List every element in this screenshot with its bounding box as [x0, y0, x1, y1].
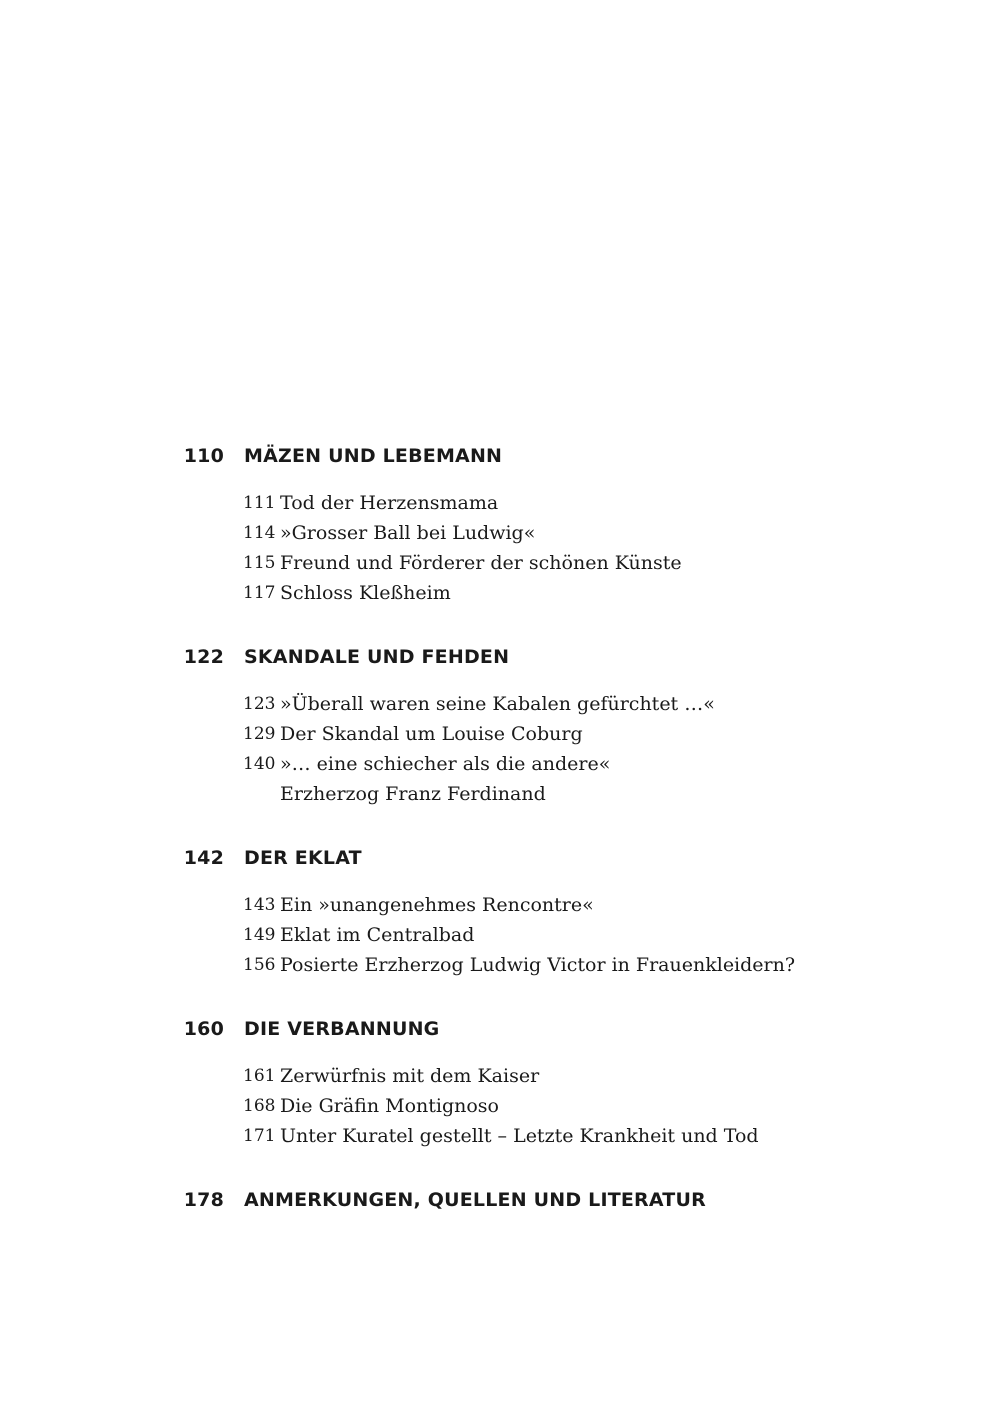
- toc-entry: [0, 689, 1000, 719]
- entry-page-number: 123: [243, 694, 276, 714]
- toc-entry: [0, 578, 1000, 608]
- toc-entry: [0, 1061, 1000, 1091]
- chapter-entries: [0, 488, 1000, 608]
- entry-page-number: 111: [243, 493, 276, 513]
- entry-title: Die Gräfin Montignoso: [280, 1095, 500, 1117]
- chapter: [0, 1182, 1000, 1219]
- chapter-page-number: 142: [183, 847, 224, 869]
- toc-entry: [0, 488, 1000, 518]
- entry-title: Eklat im Centralbad: [280, 924, 475, 946]
- chapter-title: DIE VERBANNUNG: [244, 1018, 440, 1040]
- entry-title: »Grosser Ball bei Ludwig«: [280, 522, 536, 544]
- toc-entry: [0, 1091, 1000, 1121]
- entry-page-number: 143: [243, 895, 276, 915]
- chapter-heading: [0, 639, 1000, 676]
- chapter-heading: [0, 1011, 1000, 1048]
- entry-page-number: 114: [243, 523, 276, 543]
- chapter-entries: [0, 1061, 1000, 1151]
- toc-entry: [0, 548, 1000, 578]
- chapter-heading: [0, 438, 1000, 475]
- chapter-page-number: 122: [183, 646, 224, 668]
- entry-page-number: 156: [243, 955, 276, 975]
- entry-title: Zerwürfnis mit dem Kaiser: [280, 1065, 540, 1087]
- table-of-contents: [0, 438, 1000, 1219]
- entry-title: »… eine schiecher als die andere«: [280, 753, 611, 775]
- chapter: [0, 438, 1000, 608]
- entry-title: Schloss Kleßheim: [280, 582, 451, 604]
- chapter-title: SKANDALE UND FEHDEN: [244, 646, 510, 668]
- entry-page-number: 149: [243, 925, 276, 945]
- chapter-page-number: 160: [183, 1018, 224, 1040]
- entry-title: »Überall waren seine Kabalen gefürchtet …«: [280, 693, 715, 715]
- entry-page-number: 168: [243, 1096, 276, 1116]
- entry-page-number: 171: [243, 1126, 276, 1146]
- chapter: [0, 639, 1000, 809]
- entry-page-number: 115: [243, 553, 276, 573]
- chapter-page-number: 178: [183, 1189, 224, 1211]
- chapter-title: MÄZEN UND LEBEMANN: [244, 445, 503, 467]
- toc-entry: [0, 1121, 1000, 1151]
- entry-title: Der Skandal um Louise Coburg: [280, 723, 583, 745]
- chapter: [0, 840, 1000, 980]
- chapter-entries: [0, 689, 1000, 809]
- chapter-heading: [0, 840, 1000, 877]
- entry-page-number: 140: [243, 754, 276, 774]
- chapter-heading: [0, 1182, 1000, 1219]
- entry-page-number: 161: [243, 1066, 276, 1086]
- entry-title: Ein »unangenehmes Rencontre«: [280, 894, 594, 916]
- chapter-entries: [0, 890, 1000, 980]
- chapter-page-number: 110: [183, 445, 224, 467]
- toc-entry: [0, 518, 1000, 548]
- chapter-title: DER EKLAT: [244, 847, 362, 869]
- entry-title: Erzherzog Franz Ferdinand: [280, 783, 546, 805]
- entry-page-number: 117: [243, 583, 276, 603]
- entry-title: Posierte Erzherzog Ludwig Victor in Frauenkleidern?: [280, 954, 796, 976]
- chapter-title: ANMERKUNGEN, QUELLEN UND LITERATUR: [244, 1189, 706, 1211]
- toc-entry-continuation: [0, 779, 1000, 809]
- entry-page-number: 129: [243, 724, 276, 744]
- toc-entry: [0, 920, 1000, 950]
- toc-entry: [0, 950, 1000, 980]
- toc-entry: [0, 749, 1000, 779]
- entry-title: Unter Kuratel gestellt – Letzte Krankheit und Tod: [280, 1125, 759, 1147]
- toc-entry: [0, 890, 1000, 920]
- toc-entry: [0, 719, 1000, 749]
- entry-title: Freund und Förderer der schönen Künste: [280, 552, 682, 574]
- chapter: [0, 1011, 1000, 1151]
- entry-title: Tod der Herzensmama: [280, 492, 499, 514]
